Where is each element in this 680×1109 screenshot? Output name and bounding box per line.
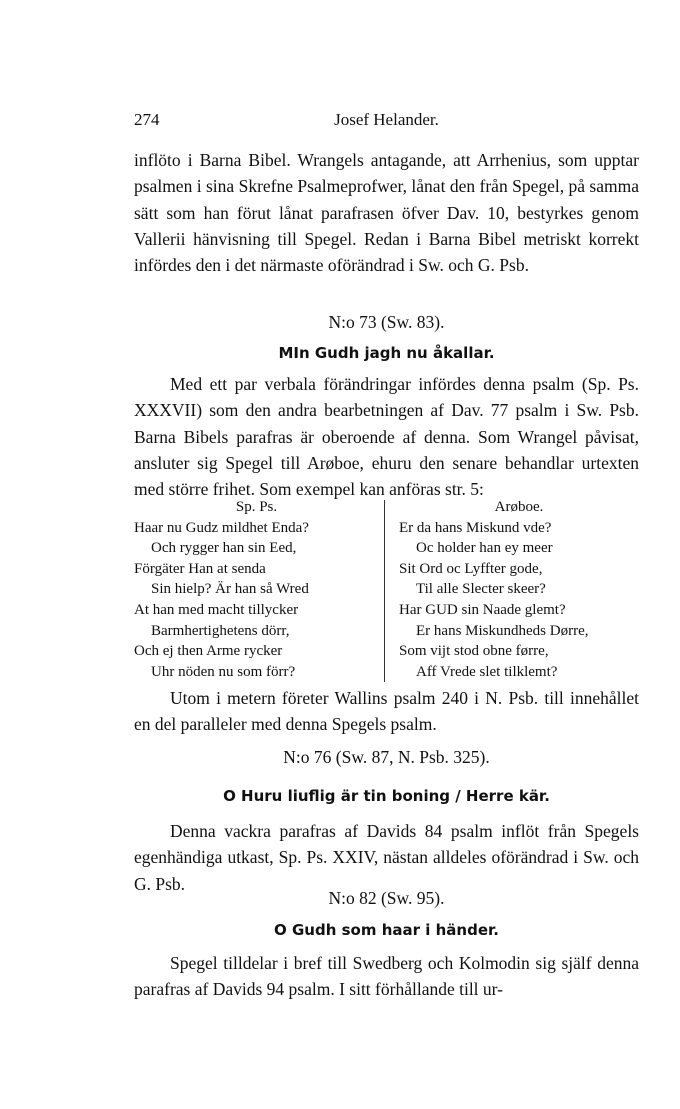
section1-title: MIn Gudh jagh nu åkallar. [278, 344, 495, 362]
verse-line: At han med macht tillycker [134, 601, 299, 618]
verse-line: Som vijt stod obne førre, [399, 643, 549, 660]
verse-line: Sin hielp? Är han så Wred [151, 581, 309, 598]
verse-line: Haar nu Gudz mildhet Enda? [134, 519, 309, 536]
verse-line: Barmhertighetens dörr, [151, 622, 290, 639]
section3-paragraph: Spegel tilldelar i bref till Swedberg och Kolmodin sig själf denna parafras af Davids 94 psalm. I sitt förhållande till ur- [134, 953, 639, 1000]
section1-paragraph: Med ett par verbala förändringar infördes denna psalm (Sp. Ps. XXXVII) som den andra bearbetningen af Dav. 77 psalm i Sw. Psb. Barna Bibels parafras är oberoende af denna. Som Wrangel påvisat, ansluter sig Spegel till Arøboe, ehuru den senare behandlar urtexten med större frihet. Som exempel kan anföras str. 5: [134, 374, 639, 500]
section2-number: N:o 76 (Sw. 87, N. Psb. 325). [283, 747, 490, 767]
verse-line: Sit Ord oc Lyffter gode, [399, 560, 543, 577]
left-column-heading: Sp. Ps. [235, 499, 278, 515]
verse-line: Och rygger han sin Eed, [151, 540, 297, 557]
verse-line: Aff Vrede slet tilklemt? [416, 663, 558, 680]
intro-paragraph: inflöto i Barna Bibel. Wrangels antagande, att Arrhenius, som upptar psalmen i sina Skrefne Psalmeprofwer, lånat den från Spegel, på samma sätt som han förut lånat parafrasen öfver Dav. 10, bestyrkes genom Vallerii hänvisning till Spegel. Redan i Barna Bibel metriskt korrekt infördes den i det närmaste oförändrad i Sw. och G. Psb. [134, 150, 639, 276]
verse-line: Förgäter Han at senda [134, 560, 266, 577]
section1-after-paragraph: Utom i metern företer Wallins psalm 240 i N. Psb. till innehållet en del paralleler med denna Spegels psalm. [134, 688, 639, 735]
right-column-heading: Arøboe. [494, 499, 544, 515]
section2-paragraph: Denna vackra parafras af Davids 84 psalm inflöt från Spegels egenhändiga utkast, Sp. Ps. XXIV, nästan alldeles oförändrad i Sw. och G. Psb. [134, 821, 639, 894]
section3-title: O Gudh som haar i händer. [274, 921, 499, 939]
verse-line: Oc holder han ey meer [416, 540, 553, 557]
column-divider [384, 500, 385, 682]
verse-line: Uhr nöden nu som förr? [151, 663, 296, 680]
left-column [134, 497, 379, 682]
section3-number: N:o 82 (Sw. 95). [328, 888, 445, 908]
right-column [399, 497, 639, 682]
verse-line: Har GUD sin Naade glemt? [399, 601, 566, 618]
page-number: 274 [134, 110, 160, 129]
verse-line: Til alle Slecter skeer? [416, 581, 546, 598]
section1-number: N:o 73 (Sw. 83). [328, 312, 445, 332]
verse-line: Er da hans Miskund vde? [399, 519, 552, 536]
running-title: Josef Helander. [334, 110, 439, 129]
verse-line: Och ej then Arme rycker [134, 643, 283, 660]
section2-title: O Huru liuflig är tin boning / Herre kär. [223, 787, 550, 805]
verse-line: Er hans Miskundheds Dørre, [416, 622, 589, 639]
page-header [134, 110, 639, 134]
